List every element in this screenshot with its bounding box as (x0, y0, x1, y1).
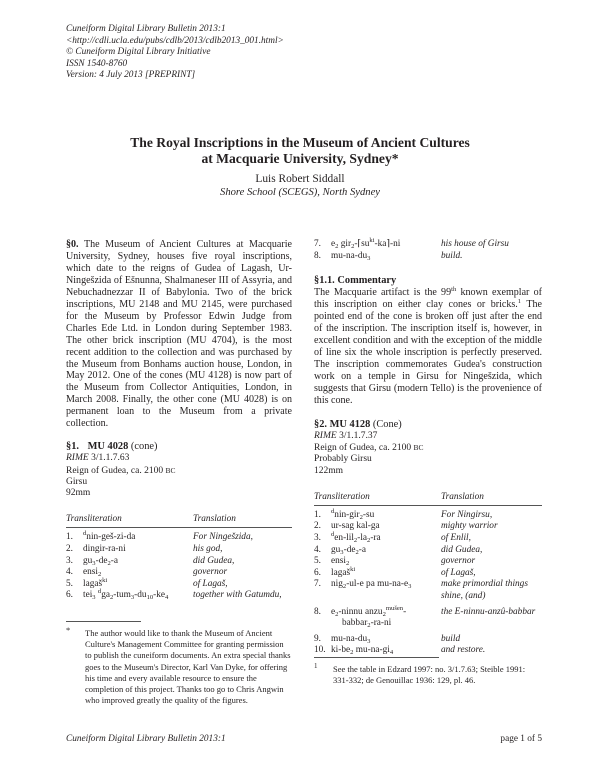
translation: build (441, 633, 461, 644)
issn: ISSN 1540-8760 (66, 58, 128, 69)
journal-name: Cuneiform Digital Library Bulletin 2013:1 (66, 24, 226, 34)
translit-row (314, 618, 542, 630)
footnote-star (66, 625, 292, 706)
translation: and restore. (441, 645, 486, 656)
section-1-place: Girsu (66, 476, 88, 487)
translation: did Gudea, (441, 544, 483, 555)
era-label: BC (413, 442, 424, 452)
translit-row (66, 532, 292, 544)
section-1-heading (66, 441, 292, 453)
transliteration: dingir-ra-ni (83, 543, 126, 554)
transliteration: ur-sag kal-ga (331, 521, 380, 532)
section-1-number: §1. (66, 441, 79, 453)
translation: of Lagaš, (441, 567, 476, 578)
reign-text: Reign of Gudea, ca. 2100 (314, 442, 412, 453)
translation: did Gudea, (193, 555, 235, 566)
section-2-object-type: (Cone) (372, 418, 402, 430)
title-line-1: The Royal Inscriptions in the Museum of Ancient Cultures (130, 135, 470, 150)
section-2-place: Probably Girsu (314, 454, 372, 465)
footnote-text: The author would like to thank the Museum of Ancient Culture's Management Committee for granting permission to publish the cuneiform documents. An extra special thanks goes to the Museum's Director, Karl Van Dyke, for offering his time and every available resource to ensure the completion of this project. Thanks too go to Chris Angwin who improved greatly the quality of the figures. (85, 628, 291, 706)
translation: make primordial things (441, 579, 528, 590)
line-number: 6. (66, 590, 73, 601)
title-line-2: at Macquarie University, Sydney* (201, 150, 399, 166)
transliteration: $e_2$ $gir_2-⌈su^{ki}-ka⌉-ni$ (331, 237, 401, 250)
section-2-reign (314, 442, 542, 454)
transliteration: $mu-na-du_3$ (331, 633, 371, 645)
translation: together with Gatumdu, (193, 590, 282, 601)
section-0-text: The Museum of Ancient Cultures at Macquarie University, Sydney, houses five royal inscriptions, which date to the reigns of Gudea of Lagash, Ur-Ningešzida of Ešnunna, Shalmaneser III of Assyria, and Nebuchadnezzar II of Babylonia. Two of the brick inscriptions, MU 2148 and MU 2145, were purchased for the Museum by Professor Edwin Judge from Charles Ede Ltd. in London during September 1983. The other brick inscription (MU 4704), is the most recent addition to the collection and was purchased by the Museum from Bonhams auction house, London, in May 2012. One of the cones (MU 4128) is now part of the Museum from Collector Antiquities, London, in March 2008. Finally, the other cone (MU 4028) is on permanent loan to the Museum from a private collection. (66, 239, 292, 430)
line-number: 3. (314, 533, 321, 543)
commentary-text: The pointed end of the cone is broken off just after the end of the inscription. The inscription itself is, however, in excellent condition and with the exception of the middle of line six the whole inscription is perfectly preserved. The inscription commemorates Gudea's construction work on a temple in Girsu for Ningešzida, which suggests that Girsu (modern Tello) is the provenience of this cone. (314, 299, 542, 406)
rime-number: 3/1.1.7.37 (339, 430, 378, 441)
footnote-reference[interactable]: 1 (517, 298, 522, 306)
transliteration: $^d$nin-gir$_2$-su (331, 507, 375, 521)
translit-row (314, 545, 542, 557)
footnote-mark: * (66, 625, 71, 635)
transliteration: lagaš$^{ki}$ (331, 565, 356, 578)
translation-header: Translation (193, 514, 236, 525)
footnote-text: See the table in Edzard 1997: no. 3/1.7.63; Steible 1991: 331-332; de Genouillac 1936: 129, pl. 46. (333, 664, 526, 686)
section-2-table-header (314, 491, 542, 503)
translation: For Ningešzida, (193, 532, 253, 543)
section-1-reign (66, 465, 292, 477)
transliteration: nig$_2$-ul-e pa $mu-na-e_3$ (331, 579, 412, 591)
section-2-title: §2. MU 4128 (314, 418, 371, 430)
transliteration: $gu_3-de_2-a$ (331, 544, 366, 556)
translation: governor (441, 556, 476, 567)
transliteration: tei$_3$ $^dga_2-tum_3-du_{10}-ke_4$ (83, 588, 169, 602)
page-number: page 1 of 5 (500, 734, 542, 744)
left-column (66, 239, 292, 602)
line-number: 5. (66, 578, 73, 589)
translit-row (66, 590, 292, 602)
footnote-mark: 1 (314, 662, 318, 670)
translit-row (314, 507, 542, 522)
transliteration: $ki-be_2$ $mu-na-gi_4$ (331, 645, 394, 657)
translation: his house of Girsu (441, 239, 509, 249)
footnote-rule (314, 657, 439, 658)
translit-row (314, 634, 542, 646)
line-number: 6. (314, 567, 321, 578)
commentary-text: The Macquarie artifact is the 99 (314, 287, 452, 299)
line-number: 4. (314, 544, 321, 555)
translit-row (314, 604, 542, 619)
translation: the E-ninnu-anzû-babbar (441, 606, 536, 617)
section-1-table-header (66, 513, 292, 525)
section-2-size: 122mm (314, 465, 344, 476)
footnote-rule (66, 621, 141, 622)
line-number: 1. (66, 532, 73, 543)
translation: shine, (and) (441, 590, 486, 601)
era-label: BC (165, 465, 176, 475)
line-number: 3. (66, 555, 73, 566)
translit-row (314, 239, 542, 251)
transliteration: $^den-lil_2-la_2-ra$ (331, 531, 381, 544)
transliteration: ensi$_2$ (331, 556, 350, 568)
footer-journal: Cuneiform Digital Library Bulletin 2013:1 (66, 734, 226, 744)
section-1-1-paragraph (314, 287, 542, 407)
section-1-metadata (66, 453, 292, 499)
translit-row (66, 556, 292, 568)
publication-info (66, 24, 386, 82)
transliteration: $mu-na-du_3$ (331, 250, 371, 262)
translit-row (66, 544, 292, 556)
transliteration: ensi$_2$ (83, 567, 102, 579)
line-number: 1. (314, 509, 321, 520)
rime-label: RIME (314, 430, 337, 441)
rime-label: RIME (66, 453, 89, 464)
article-title (60, 135, 540, 166)
section-0-paragraph (66, 239, 292, 430)
line-number: 2. (66, 543, 73, 554)
line-number: 10. (314, 645, 326, 656)
translit-row (314, 591, 542, 603)
line-number: 4. (66, 567, 73, 578)
translation: of Lagaš, (193, 578, 228, 589)
translit-row (314, 533, 542, 545)
commentary-text: known exemplar of this inscription on either clay cones or bricks. (314, 287, 542, 311)
transliteration: lagaš$^{ki}$ (83, 576, 108, 589)
line-number: 7. (314, 239, 321, 249)
section-1-object-type: (cone) (130, 441, 158, 453)
reign-text: Reign of Gudea, ca. 2100 (66, 465, 164, 476)
section-1-size: 92mm (66, 488, 91, 499)
transliteration: $gu_3-de_2-a$ (83, 555, 118, 567)
rime-number: 3/1.1.7.63 (91, 453, 130, 464)
section-0-label: §0. (66, 239, 79, 250)
line-number: 8. (314, 250, 321, 261)
article-url[interactable]: <http://cdli.ucla.edu/pubs/cdlb/2013/cdlb2013_001.html> (66, 35, 284, 46)
section-1-rime (66, 453, 292, 464)
line-number: 9. (314, 633, 321, 644)
translation: build. (441, 250, 463, 261)
author-affiliation: Shore School (SCEGS), North Sydney (220, 187, 380, 198)
translit-row (314, 521, 542, 533)
line-number: 5. (314, 556, 321, 567)
line-number: 8. (314, 606, 321, 617)
table-rule (66, 527, 292, 528)
translit-row (314, 556, 542, 568)
copyright: © Cuneiform Digital Library Initiative (66, 47, 211, 57)
transliteration-header: Transliteration (314, 491, 370, 502)
author-name: Luis Robert Siddall (255, 173, 345, 185)
transliteration-header: Transliteration (66, 514, 122, 525)
line-number: 2. (314, 521, 321, 532)
translit-row (314, 565, 542, 580)
translit-row (314, 251, 542, 263)
transliteration: $^d$nin-geš-zi-da (83, 530, 136, 543)
section-2-rime (314, 431, 542, 442)
section-2-metadata (314, 431, 542, 477)
translation: of Enlil, (441, 533, 471, 543)
line-number: 7. (314, 579, 321, 590)
version: Version: 4 July 2013 [PREPRINT] (66, 70, 196, 80)
section-1-1-heading: §1.1. Commentary (314, 275, 397, 287)
section-1-museum-number: MU 4028 (87, 441, 129, 453)
right-column (314, 239, 542, 657)
translit-row (314, 579, 542, 591)
transliteration: $e_2$-ninnu anzu$_2^{mušen}$- (331, 604, 407, 618)
ordinal-suffix: th (451, 286, 457, 294)
translation: governor (193, 567, 228, 578)
translation-header: Translation (441, 491, 484, 502)
translation: his god, (193, 543, 223, 554)
transliteration-continuation: babbar$_2$-ra-ni (342, 618, 392, 630)
table-rule (314, 505, 542, 506)
footnote-1 (314, 664, 542, 686)
translit-row (314, 645, 542, 657)
translation: mighty warrior (441, 521, 498, 532)
translit-row (66, 567, 292, 579)
translation: For Ningirsu, (441, 509, 493, 520)
section-2-heading (314, 419, 542, 431)
